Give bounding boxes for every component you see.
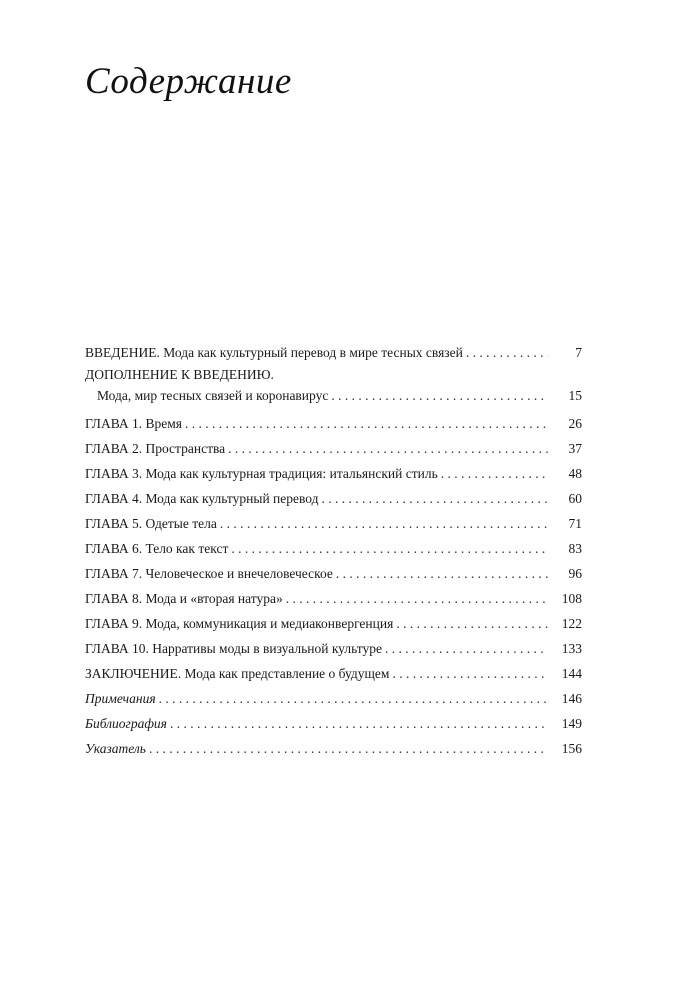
toc-page-number: 48 bbox=[568, 466, 582, 481]
toc-entry-label: ГЛАВА 9. Мода, коммуникация и медиаконвергенция bbox=[85, 616, 394, 631]
toc-entry-label: Указатель bbox=[85, 741, 146, 756]
toc-entry-label: ГЛАВА 8. Мода и «вторая натура» bbox=[85, 591, 283, 606]
toc-entry-label: ГЛАВА 4. Мода как культурный перевод bbox=[85, 491, 319, 506]
dot-leader bbox=[322, 486, 548, 511]
toc-entry-index[interactable] bbox=[85, 736, 582, 761]
toc-entry-chapter-7[interactable] bbox=[85, 561, 582, 586]
toc-page-number: 7 bbox=[575, 345, 582, 360]
toc-entry-chapter-2[interactable] bbox=[85, 436, 582, 461]
toc-page-number: 96 bbox=[568, 566, 582, 581]
dot-leader bbox=[441, 461, 548, 486]
toc-entry-intro[interactable] bbox=[85, 340, 582, 365]
toc-entry-chapter-5[interactable] bbox=[85, 511, 582, 536]
toc-entry-chapter-3[interactable] bbox=[85, 461, 582, 486]
toc-page-number: 37 bbox=[568, 441, 582, 456]
toc-entry-notes[interactable] bbox=[85, 686, 582, 711]
page-title: Содержание bbox=[85, 61, 292, 102]
dot-leader bbox=[159, 686, 548, 711]
toc-entry-chapter-1[interactable] bbox=[85, 411, 582, 436]
toc-entry-label: ГЛАВА 1. Время bbox=[85, 416, 182, 431]
dot-leader bbox=[392, 661, 548, 686]
toc-entry-sublabel: Мода, мир тесных связей и коронавирус bbox=[97, 388, 329, 403]
dot-leader bbox=[220, 511, 548, 536]
toc-entry-label: Библиография bbox=[85, 716, 167, 731]
toc-entry-label: ГЛАВА 5. Одетые тела bbox=[85, 516, 217, 531]
toc-entry-supplement[interactable] bbox=[85, 365, 582, 407]
table-of-contents bbox=[85, 340, 582, 761]
toc-entry-chapter-10[interactable] bbox=[85, 636, 582, 661]
toc-page-number: 146 bbox=[561, 691, 582, 706]
dot-leader bbox=[228, 436, 548, 461]
dot-leader bbox=[170, 711, 548, 736]
toc-page-number: 15 bbox=[568, 388, 582, 403]
dot-leader bbox=[231, 536, 548, 561]
toc-entry-label: ГЛАВА 2. Пространства bbox=[85, 441, 226, 456]
toc-entry-label: ГЛАВА 7. Человеческое и внечеловеческое bbox=[85, 566, 333, 581]
toc-page-number: 108 bbox=[561, 591, 582, 606]
toc-entry-label: ВВЕДЕНИЕ. Мода как культурный перевод в мире тесных связей bbox=[85, 345, 463, 360]
toc-page-number: 122 bbox=[561, 616, 582, 631]
toc-entry-conclusion[interactable] bbox=[85, 661, 582, 686]
toc-page-number: 156 bbox=[561, 741, 582, 756]
dot-leader bbox=[396, 611, 548, 636]
toc-entry-label: ГЛАВА 6. Тело как текст bbox=[85, 541, 229, 556]
toc-entry-bibliography[interactable] bbox=[85, 711, 582, 736]
toc-entry-label: ДОПОЛНЕНИЕ К ВВЕДЕНИЮ. bbox=[85, 367, 274, 382]
dot-leader bbox=[466, 340, 548, 365]
toc-page-number: 26 bbox=[568, 416, 582, 431]
toc-entry-chapter-9[interactable] bbox=[85, 611, 582, 636]
toc-page-number: 149 bbox=[561, 716, 582, 731]
toc-entry-chapter-4[interactable] bbox=[85, 486, 582, 511]
toc-page-number: 144 bbox=[561, 666, 582, 681]
dot-leader bbox=[185, 411, 548, 436]
toc-entry-chapter-8[interactable] bbox=[85, 586, 582, 611]
dot-leader bbox=[385, 636, 548, 661]
dot-leader bbox=[149, 736, 548, 761]
dot-leader bbox=[336, 561, 548, 586]
toc-entry-label: ГЛАВА 3. Мода как культурная традиция: итальянский стиль bbox=[85, 466, 438, 481]
toc-entry-chapter-6[interactable] bbox=[85, 536, 582, 561]
toc-entry-label: Примечания bbox=[85, 691, 156, 706]
toc-page-number: 71 bbox=[568, 516, 582, 531]
toc-page-number: 83 bbox=[568, 541, 582, 556]
toc-page-number: 133 bbox=[561, 641, 582, 656]
dot-leader bbox=[286, 586, 548, 611]
toc-entry-label: ГЛАВА 10. Нарративы моды в визуальной культуре bbox=[85, 641, 382, 656]
toc-entry-label: ЗАКЛЮЧЕНИЕ. Мода как представление о будущем bbox=[85, 666, 390, 681]
dot-leader bbox=[331, 385, 548, 407]
toc-page-number: 60 bbox=[568, 491, 582, 506]
